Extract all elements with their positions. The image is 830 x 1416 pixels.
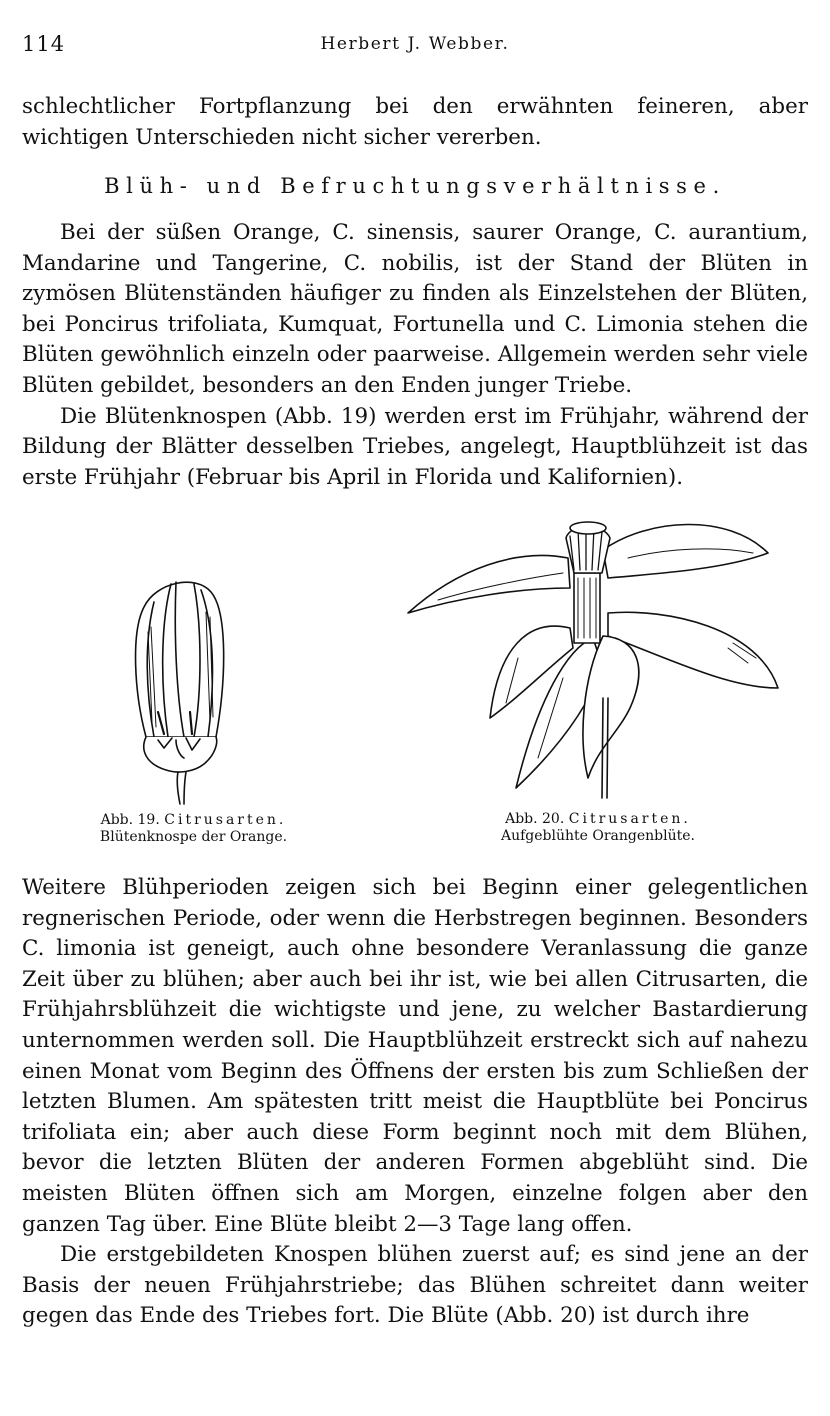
figure-20-label: Citrusarten. (568, 811, 691, 827)
text-block-2 (22, 218, 808, 493)
paragraph-flowering-periods: Weitere Blühperioden zeigen sich bei Beginn einer gelegentlichen regnerischen Periode, oder wenn die Herbstregen beginnen. Besonders C. limonia ist geneigt, auch ohne besondere Veranlassung die ganze Zeit über zu blühen; aber auch bei ihr ist, wie bei allen Citrusarten, die Frühjahrsblühzeit die wichtigste und jene, zu welcher Bastardierung unternommen werden soll. Die Hauptblühzeit erstreckt sich auf nahezu einen Monat vom Beginn des Öffnens der ersten bis zum Schließen der letzten Blumen. Am spätesten tritt meist die Hauptblüte bei Poncirus trifoliata ein; aber auch diese Form beginnt noch mit dem Blühen, bevor die letzten Blüten der anderen Formen abgeblüht sind. Die meisten Blüten öffnen sich am Morgen, einzelne folgen aber den ganzen Tag über. Eine Blüte bleibt 2—3 Tage lang offen. (22, 875, 808, 1237)
text-block-1 (22, 92, 808, 153)
text-block-3 (22, 873, 808, 1332)
figure-20-number: Abb. 20. (505, 811, 565, 827)
figure-19-label: Citrusarten. (164, 812, 287, 828)
paragraph-flowering-position: Bei der süßen Orange, C. sinensis, saurer Orange, C. aurantium, Mandarine und Tangerine, C. nobilis, ist der Stand der Blüten in zymösen Blütenständen häufiger zu finden als Einzelstehen der Blüten, bei Poncirus trifoliata, Kumquat, Fortunella und C. Limonia stehen die Blüten gewöhnlich einzeln oder paarweise. Allgemein werden sehr viele Blüten gebildet, besonders an den Enden junger Triebe. (22, 220, 808, 398)
figure-19 (76, 572, 311, 852)
open-flower-illustration (398, 518, 798, 808)
figure-20 (398, 518, 798, 853)
figure-19-number: Abb. 19. (100, 812, 160, 828)
paragraph-flower-buds: Die Blütenknospen (Abb. 19) werden erst im Frühjahr, während der Bildung der Blätter desselben Triebes, angelegt, Hauptblühzeit ist das erste Frühjahr (Februar bis April in Florida und Kalifornien). (22, 403, 808, 490)
figure-20-caption (398, 811, 798, 845)
page-header (22, 32, 808, 62)
figure-19-caption (76, 812, 311, 846)
page-number: 114 (22, 32, 66, 56)
paragraph-continuation: schlechtlicher Fortpflanzung bei den erwähnten feineren, aber wichtigen Unterschieden nicht sicher vererben. (22, 94, 808, 150)
flower-bud-illustration (76, 572, 311, 812)
figure-20-subtitle: Aufgeblühte Orangenblüte. (500, 828, 695, 844)
running-head: Herbert J. Webber. (320, 34, 510, 54)
section-heading: Blüh- und Befruchtungsverhältnisse. (104, 174, 726, 198)
figure-19-subtitle: Blütenknospe der Orange. (99, 829, 288, 845)
paragraph-first-buds: Die erstgebildeten Knospen blühen zuerst auf; es sind jene an der Basis der neuen Frühjahrstriebe; das Blühen schreitet dann weiter gegen das Ende des Triebes fort. Die Blüte (Abb. 20) ist durch ihre (22, 1242, 808, 1329)
